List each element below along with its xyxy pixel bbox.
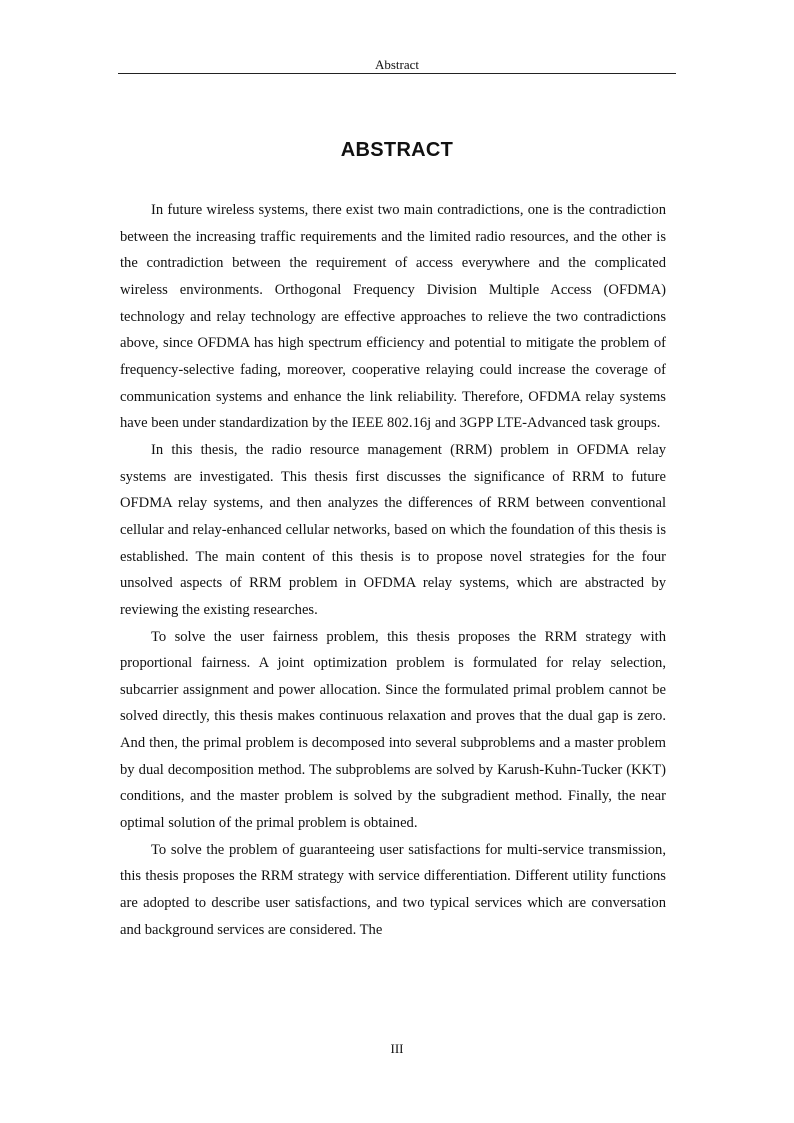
paragraph-1: In future wireless systems, there exist two main contradictions, one is the contradiction between the increasing traffic requirements and the limited radio resources, and the other is the contradiction between the requirement of access everywhere and the complicated wireless environments. Orthogonal Frequency Division Multiple Access (OFDMA) technology and relay technology are effective approaches to relieve the two contradictions above, since OFDMA has high spectrum efficiency and potential to mitigate the problem of frequency-selective fading, moreover, cooperative relaying could increase the coverage of communication systems and enhance the link reliability. Therefore, OFDMA relay systems have been under standardization by the IEEE 802.16j and 3GPP LTE-Advanced task groups. — [120, 202, 666, 432]
running-header: Abstract — [374, 57, 420, 72]
abstract-body — [120, 197, 666, 943]
paragraph-2: In this thesis, the radio resource management (RRM) problem in OFDMA relay systems are investigated. This thesis first discusses the significance of RRM to future OFDMA relay systems, and then analyzes the differences of RRM between conventional cellular and relay-enhanced cellular networks, based on which the foundation of this thesis is established. The main content of this thesis is to propose novel strategies for the four unsolved aspects of RRM problem in OFDMA relay systems, which are abstracted by reviewing the existing researches. — [120, 441, 666, 618]
page-title: ABSTRACT — [340, 139, 454, 161]
paragraph-4: To solve the problem of guaranteeing user satisfactions for multi-service transmission, this thesis proposes the RRM strategy with service differentiation. Different utility functions are adopted to describe user satisfactions, and two typical services which are conversation and background services are considered. The — [120, 841, 666, 938]
header-divider — [118, 73, 676, 74]
paragraph-3: To solve the user fairness problem, this thesis proposes the RRM strategy with proportional fairness. A joint optimization problem is formulated for relay selection, subcarrier assignment and power allocation. Since the formulated primal problem cannot be solved directly, this thesis makes continuous relaxation and proves that the dual gap is zero. And then, the primal problem is decomposed into several subproblems and a master problem by dual decomposition method. The subproblems are solved by Karush-Kuhn-Tucker (KKT) conditions, and the master problem is solved by the subgradient method. Finally, the near optimal solution of the primal problem is obtained. — [120, 628, 666, 832]
page-number: III — [390, 1041, 404, 1056]
